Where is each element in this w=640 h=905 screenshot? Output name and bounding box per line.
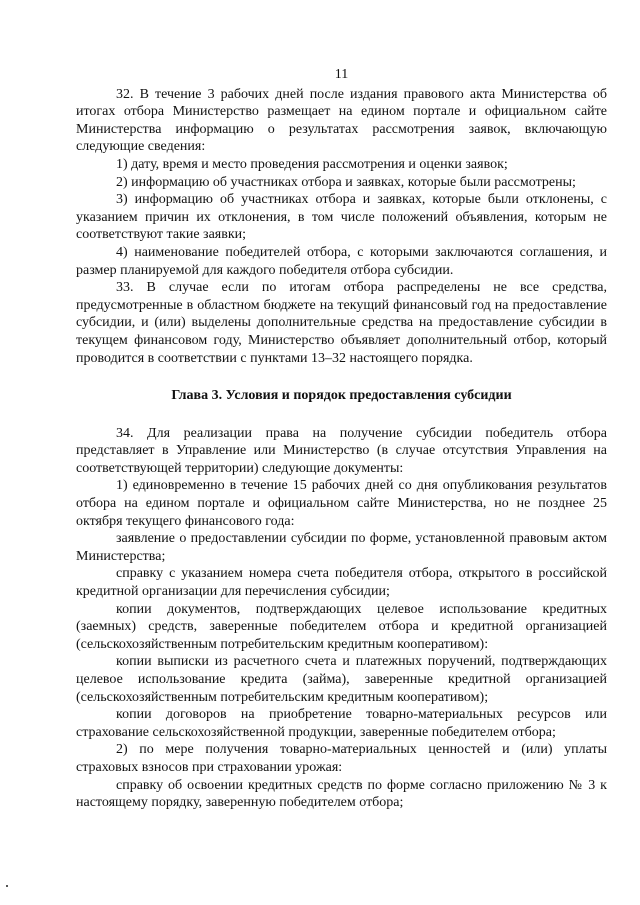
paragraph-32: 32. В течение 3 рабочих дней после издания правового акта Министерства об итогах отбора Министерство размещает на едином портале и официальном сайте Министерства информацию о результатах рассмотрения заявок, включающую следующие сведения: (76, 86, 607, 155)
document-page (76, 66, 607, 812)
list-item-3: 3) информацию об участниках отбора и заявках, которые были отклонены, с указанием причин их отклонения, в том числе положений объявления, которым не соответствуют такие заявки; (76, 192, 607, 243)
document-account-certificate: справку с указанием номера счета победителя отбора, открытого в российской кредитной организации для перечисления субсидии; (76, 566, 607, 600)
document-contracts: копии договоров на приобретение товарно-материальных ресурсов или страхование сельскохозяйственной продукции, заверенные победителем отбора; (76, 707, 607, 740)
list-item-2: 2) информацию об участниках отбора и заявках, которые были рассмотрены; (116, 174, 576, 190)
paragraph-33: 33. В случае если по итогам отбора распределены не все средства, предусмотренные в областном бюджете на текущий финансовый год на предоставление субсидии, и (или) выделены дополнительные средства на предоставление субсидии в текущем финансовом году, Министерство объявляет дополнительный отбор, который проводится в соответствии с пунктами 13–32 настоящего порядка. (76, 280, 607, 366)
document-application: заявление о предоставлении субсидии по форме, установленной правовым актом Министерства; (76, 531, 607, 564)
paragraph-34: 34. Для реализации права на получение субсидии победитель отбора представляет в Управление или Министерство (в случае отсутствия Управления на соответствующей территории) следующие документы: (76, 425, 607, 476)
document-credit-use-copies: копии документов, подтверждающих целевое использование кредитных (заемных) средств, заверенные победителем отбора и кредитной организацией (сельскохозяйственным потребительским кредитным кооперативом): (76, 601, 607, 652)
chapter-heading: Глава 3. Условия и порядок предоставления субсидии (171, 388, 512, 404)
subitem-1: 1) единовременно в течение 15 рабочих дней со дня опубликования результатов отбора на едином портале и официальном сайте Министерства, но не позднее 25 октября текущего финансового года: (76, 478, 607, 529)
list-item-1: 1) дату, время и место проведения рассмотрения и оценки заявок; (116, 156, 508, 172)
subitem-2: 2) по мере получения товарно-материальных ценностей и (или) уплаты страховых взносов при страховании урожая: (76, 742, 607, 775)
scan-dot (6, 885, 8, 887)
document-account-statements: копии выписки из расчетного счета и платежных поручений, подтверждающих целевое использование кредита (займа), заверенные кредитной организацией (сельскохозяйственным потребительским кредитным кооперативом); (76, 654, 607, 705)
document-credit-report: справку об освоении кредитных средств по форме согласно приложению № 3 к настоящему порядку, заверенную победителем отбора; (76, 777, 607, 811)
list-item-4: 4) наименование победителей отбора, с которыми заключаются соглашения, и размер планируемой для каждого победителя отбора субсидии. (76, 244, 607, 278)
page-number: 11 (334, 67, 349, 82)
